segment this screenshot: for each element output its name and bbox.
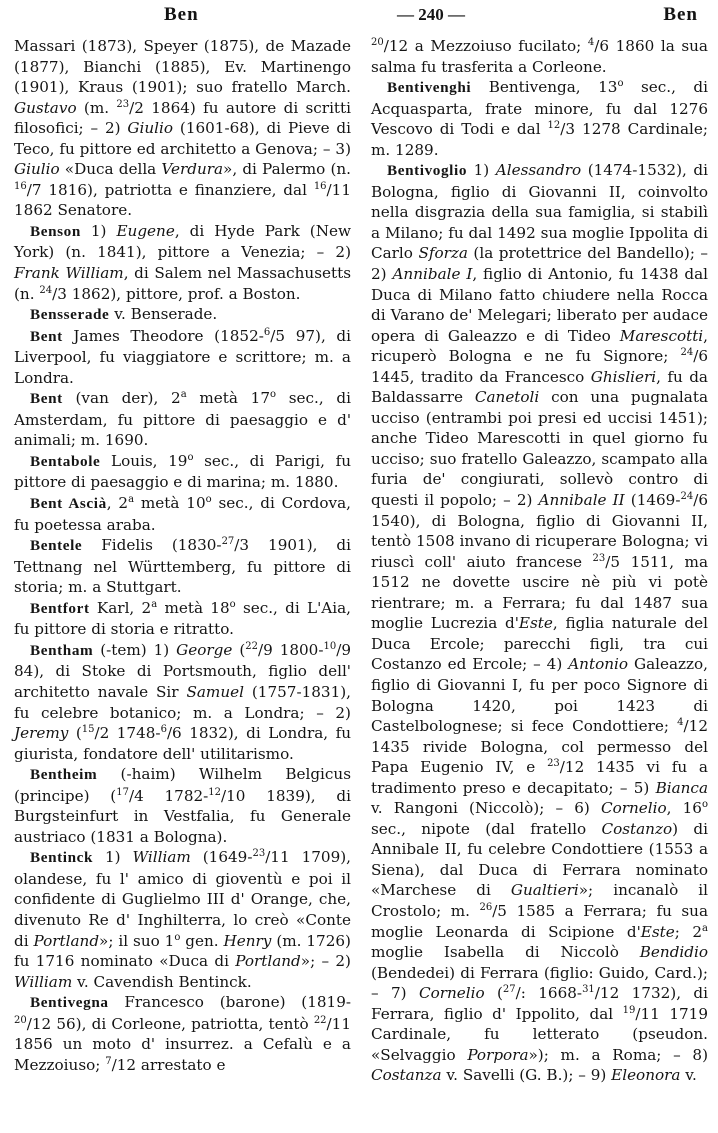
right-column	[371, 36, 708, 1086]
dictionary-entry: Bentham (-tem) 1) George ($^{22}$/9 1800-$^{10}$/9 84), di Stoke di Portsmouth, figlio dell' architetto navale Sir Samuel (1757-1831), fu celebre botanico; m. a Londra; – 2) Jeremy ($^{15}$/2 1748-$^6$/6 1832), di Londra, fu giurista, fondatore dell' utilitarismo.	[14, 640, 351, 763]
dictionary-entry: $^{20}$/12 a Mezzoiuso fucilato; $^4$/6 1860 la sua salma fu trasferita a Corleone.	[371, 36, 708, 76]
dictionary-entry: Bentheim (-haim) Wilhelm Belgicus (principe) ($^{17}$/4 1782-$^{12}$/10 1839), di Burgsteinfurt in Vestfalia, fu Generale austriaco (1831 a Bologna).	[14, 765, 351, 846]
left-column	[14, 36, 351, 1086]
dictionary-entry: Bentfort Karl, 2$^a$ metà 18$^o$ sec., di L'Aia, fu pittore di storia e ritratto.	[14, 598, 351, 639]
running-head-right: Ben	[663, 4, 698, 25]
dictionary-entry: Bent Ascià, 2$^a$ metà 10$^o$ sec., di Cordova, fu poetessa araba.	[14, 493, 351, 534]
dictionary-entry: Bent (van der), 2$^a$ metà 17$^o$ sec., di Amsterdam, fu pittore di paesaggio e d' animali; m. 1690.	[14, 389, 351, 450]
dictionary-entry: Massari (1873), Speyer (1875), de Mazade (1877), Bianchi (1885), Ev. Martinengo (1901), Kraus (1901); suo fratello March. Gustavo (m. $^{23}$/2 1864) fu autore di scritti filosofici; – 2) Giulio (1601-68), di Pieve di Teco, fu pittore ed architetto a Genova; – 3) Giulio «Duca della Verdura», di Palermo (n. $^{16}$/7 1816), patriotta e finanziere, dal $^{16}$/11 1862 Senatore.	[14, 37, 352, 220]
dictionary-entry: Bentinck 1) William (1649-$^{23}$/11 1709), olandese, fu l' amico di gioventù e poi il confidente di Guglielmo III d' Orange, che, divenuto Re d' Inghilterra, lo creò «Conte di Portland»; il suo 1$^o$ gen. Henry (m. 1726) fu 1716 nominato «Duca di Portland»; – 2) William v. Cavendish Bentinck.	[14, 848, 351, 991]
running-head-left: Ben	[164, 4, 199, 25]
text-columns	[14, 36, 708, 1086]
dictionary-entry: Bentivoglio 1) Alessandro (1474-1532), di Bologna, figlio di Giovanni II, coinvolto nella disgrazia della sua famiglia, si stabilì a Milano; fu dal 1492 sua moglie Ippolita di Carlo Sforza (la protettrice del Bandello); – 2) Annibale I, figlio di Antonio, fu 1438 dal Duca di Milano fatto chiudere nella Rocca di Varano de' Melegari; liberato per audace opera di Galeazzo e di Tideo Marescotti, ricuperò Bologna e ne fu Signore; $^{24}$/6 1445, tradito da Francesco Ghislieri, fu da Baldassarre Canetoli con una pugnalata ucciso (entrambi poi presi ed uccisi 1451); anche Tideo Marescotti in quel giorno fu ucciso; suo fratello Galeazzo, scampato alla furia de' congiurati, sollevò contro di questi il popolo; – 2) Annibale II (1469-$^{24}$/6 1540), di Bologna, figlio di Giovanni II, tentò 1508 invano di ricuperare Bologna; vi riuscì coll' aiuto francese $^{23}$/5 1511, ma 1512 ne dovette uscire nè più vi potè rientrare; m. a Ferrara; fu dal 1487 sua moglie Lucrezia d'Este, figlia naturale del Duca Ercole; parecchi figli, tra cui Costanzo ed Ercole; – 4) Antonio Galeazzo, figlio di Giovanni I, fu per poco Signore di Bologna 1420, poi 1423 di Castelbolognese; si fece Condottiere; $^4$/12 1435 rivide Bologna, col permesso del Papa Eugenio IV, e $^{23}$/12 1435 vi fu a tradimento preso e decapitato; – 5) Bianca v. Rangoni (Niccolò); – 6) Cornelio, 16$^o$ sec., nipote (dal fratello Costanzo) di Annibale II, fu celebre Condottiere (1553 a Siena), dal Duca di Ferrara nominato «Marchese di Gualtieri»; incanalò il Crostolo; m. $^{26}$/5 1585 a Ferrara; fu sua moglie Leonarda di Scipione d'Este; 2$^a$ moglie Isabella di Niccolò Bendidio (Bendedei) di Ferrara (figlio: Guido, Card.); – 7) Cornelio ($^{27}$/: 1668-$^{31}$/12 1732), di Ferrara, figlio d' Ippolito, dal $^{19}$/11 1719 Cardinale, fu letterato (pseudon. «Selvaggio Porpora»); m. a Roma; – 8) Costanza v. Savelli (G. B.); – 9) Eleonora v.	[371, 161, 709, 1085]
page-number: — 240 —	[397, 5, 465, 24]
dictionary-entry: Benson 1) Eugene, di Hyde Park (New York) (n. 1841), pittore a Venezia; – 2) Frank William, di Salem nel Massachusetts (n. $^{24}$/3 1862), pittore, prof. a Boston.	[14, 221, 351, 303]
dictionary-entry: Bentabole Louis, 19$^o$ sec., di Parigi, fu pittore di paesaggio e di marina; m. 1880.	[14, 451, 351, 492]
dictionary-entry: Bensserade v. Benserade.	[30, 305, 218, 324]
page-header	[14, 4, 708, 30]
dictionary-entry: Bentivenghi Bentivenga, 13$^o$ sec., di Acquasparta, frate minore, fu dal 1276 Vescovo di Todi e dal $^{12}$/3 1278 Cardinale; m. 1289.	[371, 78, 708, 159]
dictionary-entry: Bentivegna Francesco (barone) (1819-$^{20}$/12 56), di Corleone, patriotta, tentò $^{22}$/11 1856 un moto d' insurrez. a Cefalù e a Mezzoiuso; $^7$/12 arrestato e	[14, 993, 351, 1074]
dictionary-entry: Bent James Theodore (1852-$^6$/5 97), di Liverpool, fu viaggiatore e scrittore; m. a Londra.	[14, 326, 351, 387]
dictionary-entry: Bentele Fidelis (1830-$^{27}$/3 1901), di Tettnang nel Württemberg, fu pittore di storia; m. a Stuttgart.	[14, 536, 352, 597]
